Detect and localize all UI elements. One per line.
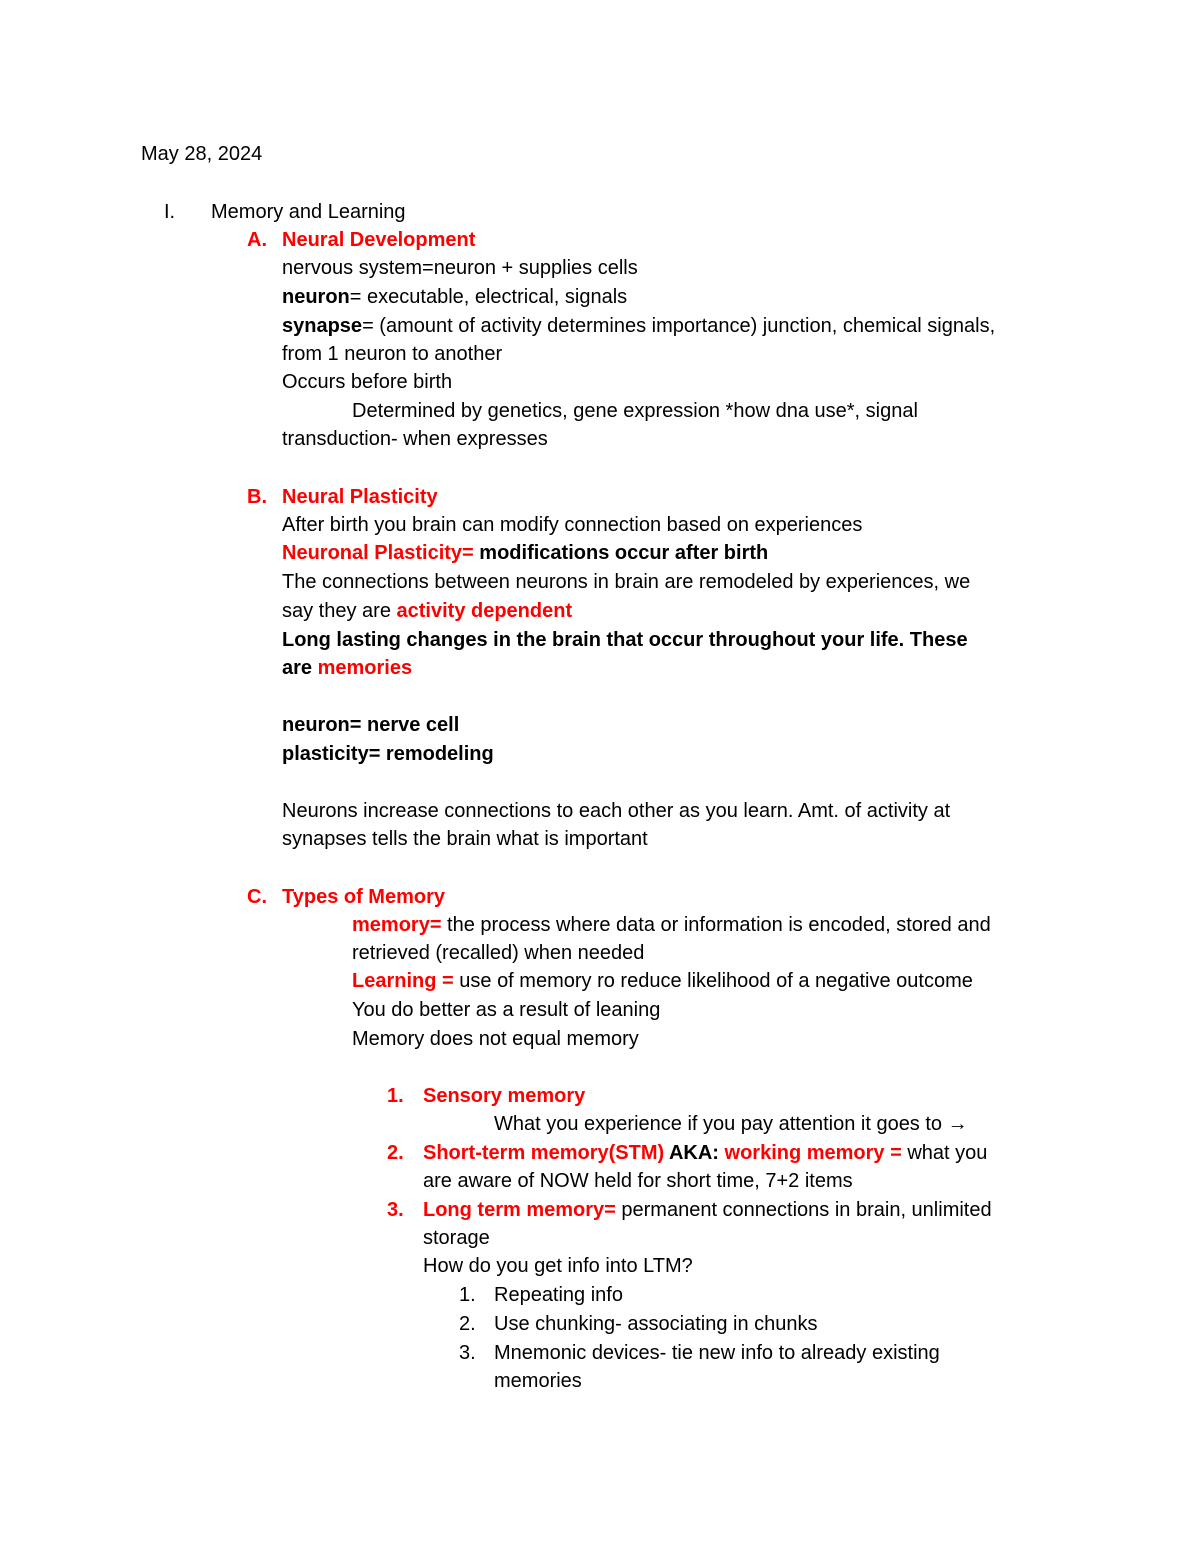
not-equal-line: Memory does not equal memory: [352, 1028, 639, 1050]
learning-definition-line: [352, 967, 973, 995]
type-3-description: permanent connections in brain, unlimited: [615, 1199, 992, 1221]
neuron-term: neuron: [282, 286, 350, 308]
type-2-continuation: are aware of NOW held for short time, 7+2 items: [423, 1170, 853, 1192]
type-2-working-memory: working memory =: [724, 1142, 902, 1164]
neuron-definition: = executable, electrical, signals: [349, 286, 628, 308]
after-birth-line: After birth you brain can modify connection based on experiences: [282, 514, 863, 536]
are-prefix: are: [282, 657, 318, 679]
connections-line: The connections between neurons in brain are remodeled by experiences, we: [282, 571, 971, 593]
section-b-heading: Neural Plasticity: [282, 486, 438, 508]
nervous-system-line: nervous system=neuron + supplies cells: [282, 257, 638, 279]
outline-marker: I.: [164, 201, 176, 223]
plasticity-line: plasticity= remodeling: [282, 743, 494, 765]
neuron-line: [282, 283, 627, 311]
outline-title: Memory and Learning: [211, 201, 406, 223]
type-3-continuation: storage: [423, 1227, 490, 1249]
section-c-heading: Types of Memory: [282, 886, 445, 908]
better-line: You do better as a result of leaning: [352, 999, 661, 1021]
synapse-definition: = (amount of activity determines importance) junction, chemical signals,: [362, 315, 996, 337]
learning-definition: use of memory ro reduce likelihood of a negative outcome: [453, 970, 973, 992]
determined-line: Determined by genetics, gene expression *how dna use*, signal: [352, 400, 918, 422]
long-lasting-line: Long lasting changes in the brain that occur throughout your life. These: [282, 629, 968, 651]
synapse-term: synapse: [282, 315, 363, 337]
type-3-label: Long term memory=: [423, 1199, 616, 1221]
memory-continuation: retrieved (recalled) when needed: [352, 942, 645, 964]
type-2-label: Short-term memory(STM): [423, 1142, 665, 1164]
method-3-text: Mnemonic devices- tie new info to already existing: [494, 1342, 940, 1364]
section-c-marker: C.: [247, 886, 267, 908]
memory-definition-line: [352, 911, 991, 939]
type-2-aka: AKA:: [664, 1142, 725, 1164]
synapse-continuation: from 1 neuron to another: [282, 343, 503, 365]
type-1-number: 1.: [387, 1085, 404, 1107]
occurs-line: Occurs before birth: [282, 371, 453, 393]
type-1-label: Sensory memory: [423, 1085, 586, 1107]
synapse-line: [282, 312, 995, 340]
memory-definition: the process where data or information is encoded, stored and: [441, 914, 991, 936]
method-1-text: Repeating info: [494, 1284, 623, 1306]
type-2-number: 2.: [387, 1142, 404, 1164]
date-line: May 28, 2024: [141, 143, 263, 165]
memory-term: memory=: [352, 914, 442, 936]
ltm-question: How do you get info into LTM?: [423, 1255, 693, 1277]
method-2-number: 2.: [459, 1313, 476, 1335]
memories-line: [282, 654, 412, 682]
method-3-number: 3.: [459, 1342, 476, 1364]
type-1-description: What you experience if you pay attention it goes to →: [494, 1113, 968, 1135]
method-3-continuation: memories: [494, 1370, 582, 1392]
synapses-tell-line: synapses tells the brain what is important: [282, 828, 648, 850]
neuronal-plasticity-term: Neuronal Plasticity=: [282, 542, 474, 564]
neuron-nerve-line: neuron= nerve cell: [282, 714, 460, 736]
neuronal-plasticity-line: [282, 539, 768, 567]
transduction-line: transduction- when expresses: [282, 428, 548, 450]
neurons-increase-line: Neurons increase connections to each other as you learn. Amt. of activity at: [282, 800, 951, 822]
section-a-heading: Neural Development: [282, 229, 476, 251]
method-2-text: Use chunking- associating in chunks: [494, 1313, 818, 1335]
activity-dependent-line: [282, 597, 572, 625]
say-prefix: say they are: [282, 600, 397, 622]
section-a-marker: A.: [247, 229, 267, 251]
learning-term: Learning =: [352, 970, 454, 992]
method-1-number: 1.: [459, 1284, 476, 1306]
type-3-line: [423, 1196, 992, 1224]
type-2-line: [423, 1139, 987, 1167]
neuronal-plasticity-definition: modifications occur after birth: [473, 542, 769, 564]
section-b-marker: B.: [247, 486, 267, 508]
memories-term: memories: [317, 657, 413, 679]
type-2-description: what you: [901, 1142, 988, 1164]
type-3-number: 3.: [387, 1199, 404, 1221]
activity-dependent-term: activity dependent: [396, 600, 573, 622]
